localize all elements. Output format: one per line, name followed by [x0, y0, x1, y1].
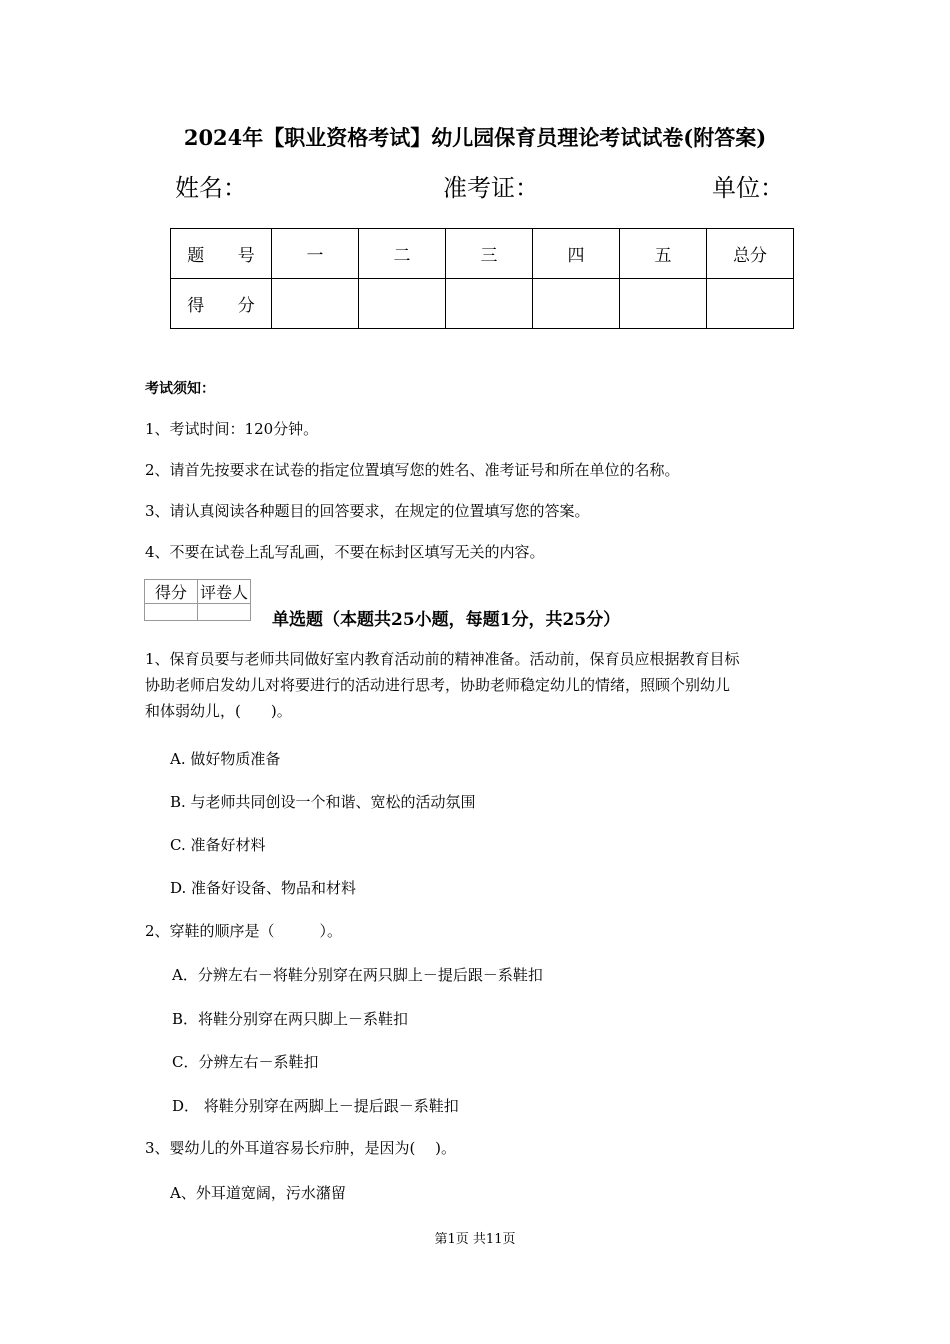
- score-table: [170, 228, 794, 329]
- option-d[interactable]: D． 将鞋分别穿在两脚上－提后跟－系鞋扣: [172, 1097, 459, 1115]
- notice-heading: 考试须知：: [145, 381, 215, 397]
- question-2-text: 2、穿鞋的顺序是（ ）。: [145, 922, 343, 940]
- grader-box: [144, 579, 251, 621]
- option-c[interactable]: C. 准备好材料: [170, 836, 266, 854]
- score-header-cell: 题 号: [171, 229, 272, 279]
- option-a[interactable]: A．分辨左右－将鞋分别穿在两只脚上－提后跟－系鞋扣: [172, 966, 543, 984]
- option-c[interactable]: C．分辨左右－系鞋扣: [172, 1053, 319, 1071]
- option-b[interactable]: B. 与老师共同创设一个和谐、宽松的活动氛围: [170, 793, 476, 811]
- question-1-text: [145, 646, 740, 724]
- question-line: 1、保育员要与老师共同做好室内教育活动前的精神准备。活动前，保育员应根据教育目标: [145, 650, 740, 668]
- notice-item: 1、考试时间：120分钟。: [145, 420, 319, 438]
- score-header-cell: 三: [446, 229, 533, 279]
- score-table-header-row: [171, 229, 794, 279]
- question-line: 协助老师启发幼儿对将要进行的活动进行思考，协助老师稳定幼儿的情绪，照顾个别幼儿: [145, 676, 731, 694]
- score-input-cell[interactable]: [272, 279, 359, 329]
- score-header-cell: 二: [359, 229, 446, 279]
- score-input-cell[interactable]: [533, 279, 620, 329]
- page-footer: 第1页 共11页: [434, 1232, 516, 1247]
- grader-score-cell[interactable]: [145, 604, 198, 621]
- notice-item: 3、请认真阅读各种题目的回答要求，在规定的位置填写您的答案。: [145, 502, 590, 520]
- question-line: 和体弱幼儿，( )。: [145, 702, 292, 720]
- option-b[interactable]: B．将鞋分别穿在两只脚上－系鞋扣: [172, 1010, 409, 1028]
- notice-item: 4、不要在试卷上乱写乱画，不要在标封区填写无关的内容。: [145, 543, 545, 561]
- question-3-text: 3、婴幼儿的外耳道容易长疖肿，是因为( )。: [145, 1139, 457, 1157]
- score-input-cell[interactable]: [707, 279, 794, 329]
- page-title: 2024年【职业资格考试】幼儿园保育员理论考试试卷(附答案): [183, 125, 767, 150]
- section-title: 单选题（本题共25小题，每题1分，共25分）: [272, 610, 621, 630]
- score-input-cell[interactable]: [446, 279, 533, 329]
- option-a[interactable]: A. 做好物质准备: [170, 750, 281, 768]
- name-field-label: 姓名：: [175, 174, 247, 202]
- score-header-cell: 总分: [707, 229, 794, 279]
- grader-reviewer-cell[interactable]: [198, 604, 251, 621]
- option-d[interactable]: D. 准备好设备、物品和材料: [170, 879, 357, 897]
- grader-score-label: 得分: [145, 580, 198, 604]
- score-input-cell[interactable]: [359, 279, 446, 329]
- option-a[interactable]: A、外耳道宽阔，污水潴留: [170, 1184, 346, 1202]
- score-input-cell[interactable]: [620, 279, 707, 329]
- notice-item: 2、请首先按要求在试卷的指定位置填写您的姓名、准考证号和所在单位的名称。: [145, 461, 680, 479]
- exam-id-field-label: 准考证：: [443, 174, 539, 202]
- score-header-cell: 一: [272, 229, 359, 279]
- score-row-label: 得 分: [171, 279, 272, 329]
- score-header-cell: 四: [533, 229, 620, 279]
- score-header-cell: 五: [620, 229, 707, 279]
- unit-field-label: 单位：: [712, 174, 784, 202]
- grader-reviewer-label: 评卷人: [198, 580, 251, 604]
- score-table-score-row: [171, 279, 794, 329]
